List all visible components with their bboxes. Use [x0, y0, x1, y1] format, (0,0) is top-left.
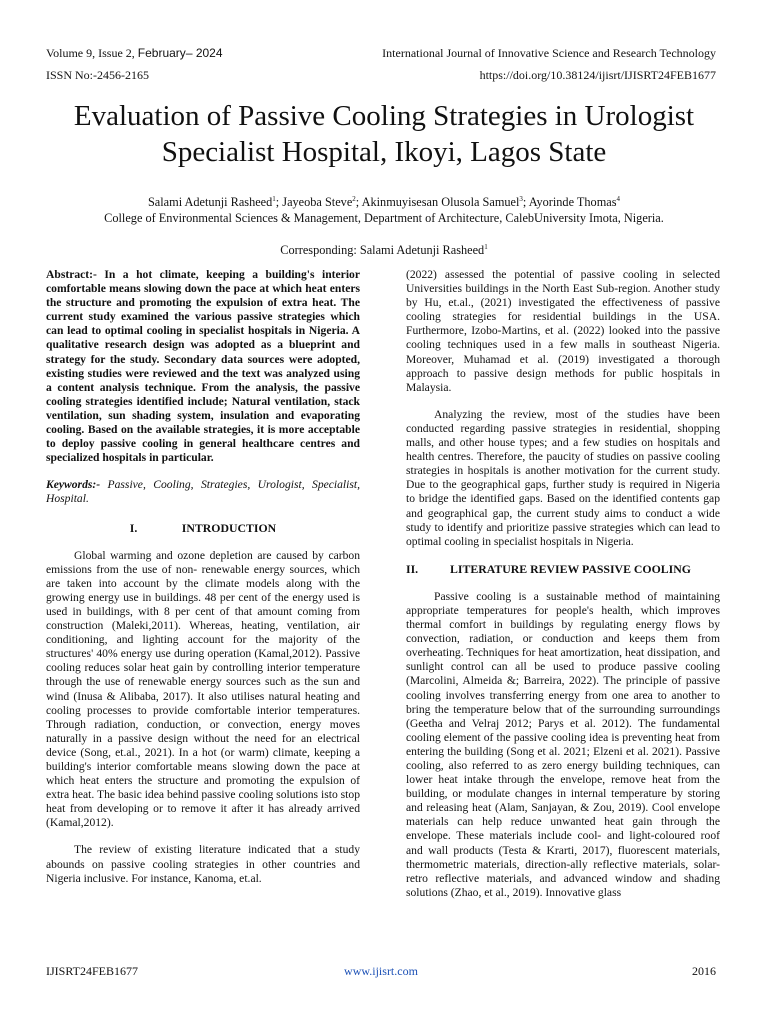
- journal-name: International Journal of Innovative Science and Research Technology: [382, 46, 716, 60]
- section-heading-introduction: I. INTRODUCTION: [129, 520, 277, 535]
- article-code: IJISRT24FEB1677: [46, 964, 138, 978]
- volume-info: Volume 9, Issue 2, February– 2024: [46, 46, 223, 60]
- section-heading-literature-review: II. LITERATURE REVIEW PASSIVE COOLING: [406, 561, 691, 576]
- doi-link[interactable]: https://doi.org/10.38124/ijisrt/IJISRT24FEB1677: [479, 68, 716, 82]
- corresponding-author: Corresponding: Salami Adetunji Rasheed$^1$: [280, 243, 488, 257]
- review-paragraph-1: (2022) assessed the potential of passive cooling in selected Universities buildings in the North East Sub-region. Another study by Hu, et.al., (2021) investigated the effectiveness of passive cooling strategies for residential buildings in the USA. Furthermore, Izobo-Martins, et al. (2022) looked into the passive cooling techniques used in a few malls in southeast Nigeria. Moreover, Muhamad et al. (2019) investigated a thorough approach to passive design methods for public hospitals in Malaysia.: [406, 268, 720, 394]
- author-list: Salami Adetunji Rasheed$^1$; Jayeoba Steve$^2$; Akinmuyisesan Olusola Samuel$^3$; Ayorinde Thomas$^4$ College of Environmental Sciences & Management, Department of Architecture, CalebUniversity Imota, Nigeria.: [104, 195, 664, 225]
- keywords: Keywords:- Passive, Cooling, Strategies, Urologist, Specialist, Hospital.: [46, 478, 360, 506]
- paper-title: Evaluation of Passive Cooling Strategies in Urologist Specialist Hospital, Ikoyi, Lagos State: [73, 100, 695, 168]
- review-paragraph-2: Analyzing the review, most of the studies have been conducted regarding passive strategies in residential, shopping malls, and other house types; and a few studies on hospitals and health centres. Therefore, the paucity of studies on passive cooling strategies in hospitals is another motivation for the current study. Due to the geographical gaps, further study is required in Nigeria to bridge the identified gaps. Based on the identified contents gap and geographical gap, the current study aims to conduct a wide study to identify and prioritize passive strategies which can lead to optimal cooling in specialist hospitals in Nigeria.: [406, 407, 720, 548]
- website-link[interactable]: www.ijisrt.com: [344, 964, 418, 978]
- intro-paragraph-1: Global warming and ozone depletion are caused by carbon emissions from the use of non- renewable energy sources, which are taken into account by the climate models along with the growing energy use in buildings. 48 per cent of the energy used is used in buildings, with 8 per cent of that amount coming from construction (Maleki,2011). Whereas, heating, ventilation, air conditioning, and lighting account for the majority of the structures' 40% energy use during operation (Kamal,2012). Passive cooling reduces solar heat gain by controlling interior temperature through the use of renewable energy sources such as the sun and wind (Inusa & Alibaba, 2017). It also utilises natural heating and cooling processes to provide comfortable interior temperatures. Through radiation, conduction, or convection, energy moves naturally in a passive design without the need for an electrical device (Song, et.al., 2021). In a hot (or warm) climate, keeping a building's interior comfortable means slowing down the pace at which heat enters the structure and promoting the expulsion of extra heat. The basic idea behind passive cooling solutions isto stop heat from developing or to remove it after it has already arrived (Kamal,2012).: [46, 548, 360, 830]
- page-number: 2016: [692, 964, 716, 978]
- intro-paragraph-2: The review of existing literature indicated that a study abounds on passive cooling strategies in other countries and Nigeria inclusive. For instance, Kanoma, et.al.: [46, 843, 360, 885]
- abstract: Abstract:- In a hot climate, keeping a building's interior comfortable means slowing down the pace at which heat enters the structure and promoting the expulsion of extra heat. The current study examined the various passive strategies which can lead to optimal cooling in specialist hospitals in Nigeria. A qualitative research design was adopted as a blueprint and strategy for the study. Secondary data sources were adopted, existing studies were reviewed and the text was analyzed using a content analysis technique. From the analysis, the passive cooling strategies identified include; Natural ventilation, stack ventilation, sun shading system, insulation and evaporating cooling. Based on the available strategies, it is more acceptable to deploy passive cooling in general healthcare centres and specialized hospitals in particular.: [46, 268, 360, 465]
- issn: ISSN No:-2456-2165: [46, 68, 150, 82]
- literature-paragraph-1: Passive cooling is a sustainable method of maintaining appropriate temperatures for people's health, which improves thermal comfort in buildings by regulating energy flows by convection, radiation, or conduction and keeps them from overheating. Techniques for heat amortization, heat dissipation, and sunlight control can all be used to produce passive cooling (Marcolini, Almeida &; Barreira, 2022). The principle of passive cooling involves transferring energy from one area to another to bring the temperature below that of the surrounding surroundings (Geetha and Velraj 2012; Parys et al. 2012). The fundamental cooling element of the passive cooling idea is preventing heat from entering the building (Song et al. 2021; Elzeni et al. 2021). Passive cooling, also referred to as zero energy building techniques, can lower heat intake through the envelope, remove heat from the building, or modulate changes in internal temperature by storing and releasing heat (Alam, Sanjayan, & Zou, 2019). Cool envelope materials can help reduce unwanted heat gain through the envelope. These materials include cool- and light-coloured roof and wall products (Testa & Krarti, 2017), fluorescent materials, thermometric materials, direction-ally reflective materials, solar-retro reflective materials, and advanced window and shading solutions (Zhao, et al., 2019). Innovative glass: [406, 589, 720, 899]
- left-column: [46, 268, 360, 886]
- right-column: [406, 268, 720, 900]
- affiliation: College of Environmental Sciences & Management, Department of Architecture, CalebUniversity Imota, Nigeria.: [104, 211, 664, 225]
